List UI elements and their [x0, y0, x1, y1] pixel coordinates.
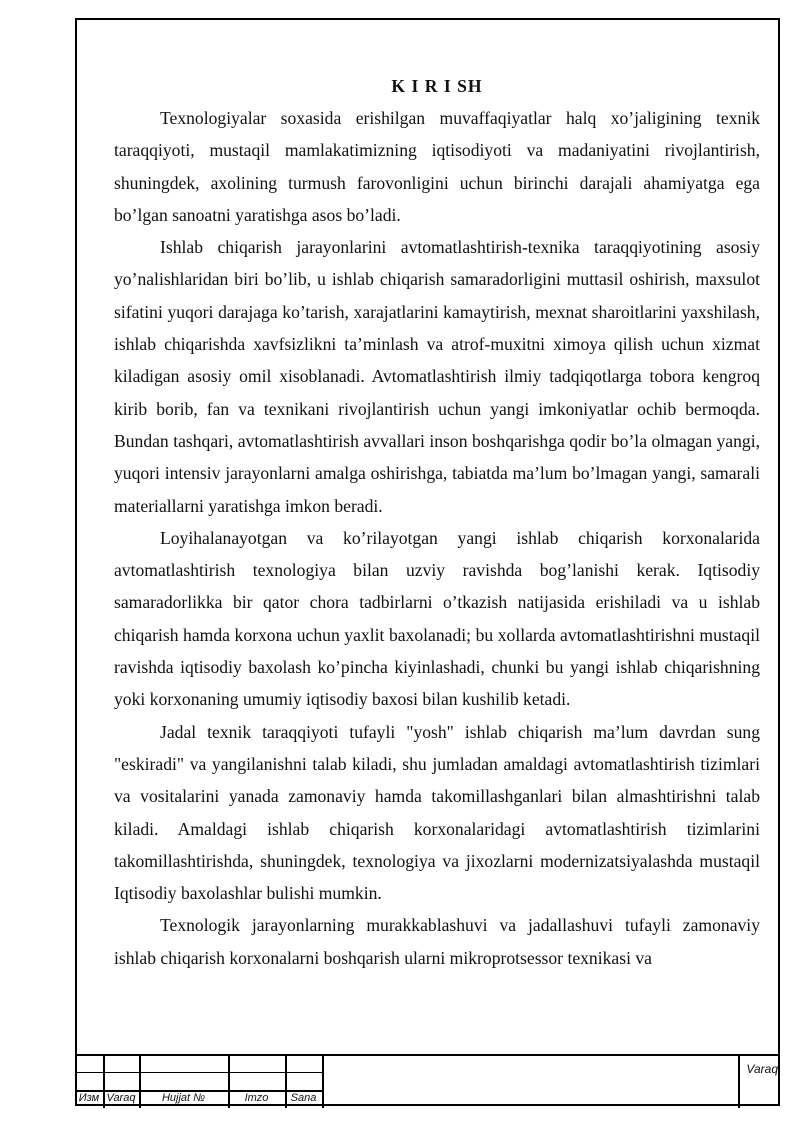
stamp-izm-label: Изм	[78, 1092, 100, 1104]
stamp-varaq-label: Varaq	[106, 1092, 136, 1104]
paragraph: Loyihalanayotgan va ko’rilayotgan yangi ishlab chiqarish korxonalarida avtomatlashtirish texnologiya bilan uzviy ravishda bog’lanishi kerak. Iqtisodiy samaradorlikka bir qator chora tadbirlarni o’tkazish natijasida erishiladi va u ishlab chiqarish hamda korxona uchun yaxlit baxolanadi; bu xollarda avtomatlashtirishni mustaqil ravishda iqtisodiy baxolash ko’pincha kiyinlashadi, chunki bu yangi ishlab chiqarishning yoki korxonaning umumiy iqtisodiy baxosi bilan kushilib ketadi.	[114, 527, 760, 710]
paragraph: Texnologiyalar soxasida erishilgan muvaffaqiyatlar halq xo’jaligining texnik taraqqiyoti, mustaqil mamlakatimizning iqtisodiyoti va madaniyatini rivojlantirish, shuningdek, axolining turmush farovonligini uchun birinchi darajali ahamiyatga ega bo’lgan sanoatni yaratishga asos bo’ladi.	[114, 108, 760, 225]
sheet-number-label: Varaq	[746, 1062, 778, 1076]
stamp-sana-label: Sana	[290, 1092, 317, 1104]
title-block	[75, 1054, 780, 1108]
paragraph: Jadal texnik taraqqiyoti tufayli "yosh" ishlab chiqarish ma’lum davrdan sung "eskiradi" va yangilanishni talab kiladi, shu jumladan amaldagi avtomatlashtirish tizimlari va vositalarini yanada zamonaviy hamda takomillashganlari bilan almashtirishni talab kiladi. Amaldagi ishlab chiqarish korxonalaridagi avtomatlashtirish tizimlarini takomillashtirishda, shuningdek, texnologiya va jixozlarni modernizatsiyalashda mustaqil Iqtisodiy baxolashlar bulishi mumkin.	[114, 721, 760, 904]
paragraph: Texnologik jarayonlarning murakkablashuvi va jadallashuvi tufayli zamonaviy ishlab chiqarish korxonalarni boshqarish ularni mikroprotsessor texnikasi va	[114, 915, 760, 968]
stamp-imzo-label: Imzo	[244, 1092, 269, 1104]
stamp-row-line	[75, 1072, 322, 1073]
paragraph: Ishlab chiqarish jarayonlarini avtomatlashtirish-texnika taraqqiyotining asosiy yo’nalishlaridan biri bo’lib, u ishlab chiqarish samaradorligini muttasil oshirish, maxsulot sifatini yuqori darajaga ko’tarish, xarajatlarini kamaytirish, mexnat sharoitlarini yaxshilash, ishlab chiqarishda xavfsizlikni ta’minlash va atrof-muxitni ximoya qilish uchun xizmat kiladigan asosiy omil xisoblanadi. Avtomatlashtirish ilmiy tadqiqotlarga tobora kengroq kirib borib, fan va texnikani rivojlantirish uchun yangi imkoniyatlar ochib bermoqda. Bundan tashqari, avtomatlashtirish avvallari inson boshqarishga qodir bo’la olmagan yangi, yuqori intensiv jarayonlarni amalga oshirishga, tabiatda ma’lum bo’lmagan yangi, samarali materiallarni yaratishga imkon beradi.	[114, 237, 760, 516]
stamp-divider	[738, 1056, 740, 1108]
document-heading: K I R I SH	[391, 76, 483, 96]
document-body	[114, 70, 760, 974]
stamp-divider	[322, 1056, 324, 1108]
stamp-hujjat-label: Hujjat №	[161, 1092, 206, 1104]
